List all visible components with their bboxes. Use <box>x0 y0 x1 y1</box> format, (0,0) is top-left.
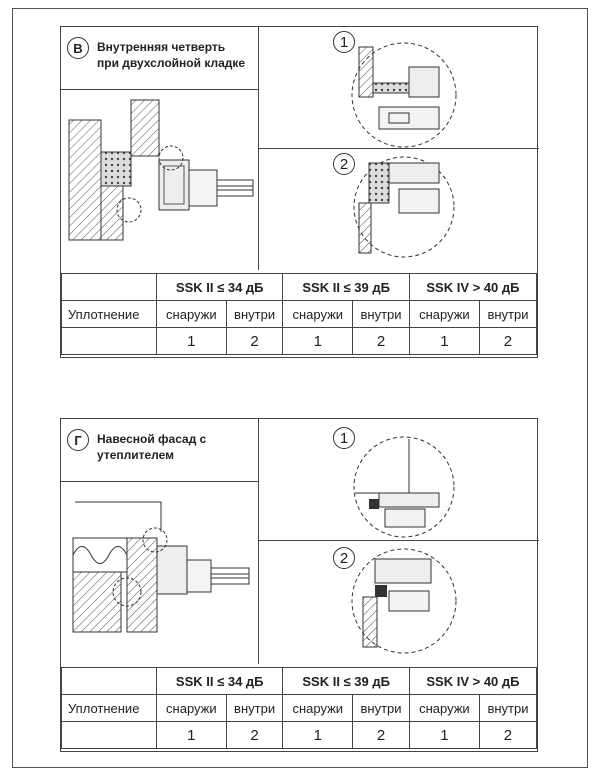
section-g-title-cell <box>61 419 259 482</box>
table-position-cell: снаружи <box>283 695 353 722</box>
table-variant-cell: 2 <box>226 722 283 749</box>
table-variant-cell: 1 <box>283 722 353 749</box>
detail-1-drawing <box>259 419 538 540</box>
table-variant-cell: 1 <box>409 722 479 749</box>
table-row-label: Уплотнение <box>62 301 157 328</box>
masonry-window-section-drawing <box>61 90 258 270</box>
table-variant-cell: 1 <box>409 328 479 355</box>
table-position-cell: внутри <box>226 695 283 722</box>
detail-number-badge: 2 <box>333 153 355 175</box>
section-letter-badge: Г <box>67 429 89 451</box>
detail-2-drawing <box>259 149 538 270</box>
table-row <box>62 668 537 695</box>
section-title-line2: при двухслойной кладке <box>97 56 246 70</box>
section-title-line1: Навесной фасад с <box>97 432 207 446</box>
table-empty-cell <box>62 722 157 749</box>
table-class-header: SSK II ≤ 39 дБ <box>283 274 409 301</box>
sound-insulation-table <box>61 273 537 355</box>
table-position-cell: внутри <box>479 301 536 328</box>
table-position-cell: снаружи <box>157 695 227 722</box>
table-variant-cell: 2 <box>353 328 410 355</box>
section-b-detail-1 <box>259 27 539 149</box>
detail-2-drawing <box>259 541 538 662</box>
table-class-header: SSK II ≤ 34 дБ <box>157 274 283 301</box>
section-title-line1: Внутренняя четверть <box>97 40 226 54</box>
table-position-cell: внутри <box>226 301 283 328</box>
table-row <box>62 328 537 355</box>
table-variant-cell: 2 <box>226 328 283 355</box>
table-row <box>62 274 537 301</box>
section-g-detail-2 <box>259 541 539 663</box>
table-class-header: SSK II ≤ 39 дБ <box>283 668 409 695</box>
section-b-detail-2 <box>259 149 539 270</box>
table-variant-cell: 1 <box>283 328 353 355</box>
section-b-title-cell <box>61 27 259 90</box>
section-g-detail-1 <box>259 419 539 541</box>
table-position-cell: внутри <box>479 695 536 722</box>
sound-insulation-table <box>61 667 537 749</box>
table-row-label: Уплотнение <box>62 695 157 722</box>
section-title-line2: утеплителем <box>97 448 175 462</box>
table-row <box>62 301 537 328</box>
detail-number-badge: 2 <box>333 547 355 569</box>
section-letter-badge: В <box>67 37 89 59</box>
table-row <box>62 722 537 749</box>
table-position-cell: снаружи <box>283 301 353 328</box>
detail-number-badge: 1 <box>333 31 355 53</box>
table-empty-cell <box>62 328 157 355</box>
table-variant-cell: 2 <box>353 722 410 749</box>
section-g-panel <box>60 418 538 752</box>
section-title <box>97 431 257 463</box>
table-variant-cell: 2 <box>479 722 536 749</box>
table-variant-cell: 1 <box>157 722 227 749</box>
table-position-cell: внутри <box>353 695 410 722</box>
table-position-cell: снаружи <box>157 301 227 328</box>
table-class-header: SSK IV > 40 дБ <box>409 274 536 301</box>
table-class-header: SSK IV > 40 дБ <box>409 668 536 695</box>
table-corner-cell <box>62 668 157 695</box>
table-variant-cell: 2 <box>479 328 536 355</box>
detail-1-drawing <box>259 27 538 148</box>
table-variant-cell: 1 <box>157 328 227 355</box>
table-corner-cell <box>62 274 157 301</box>
section-title <box>97 39 257 71</box>
table-position-cell: внутри <box>353 301 410 328</box>
section-b-panel <box>60 26 538 358</box>
detail-number-badge: 1 <box>333 427 355 449</box>
section-b-main-drawing <box>61 90 259 270</box>
table-class-header: SSK II ≤ 34 дБ <box>157 668 283 695</box>
facade-window-section-drawing <box>61 482 258 664</box>
table-position-cell: снаружи <box>409 301 479 328</box>
section-g-main-drawing <box>61 482 259 664</box>
table-row <box>62 695 537 722</box>
table-position-cell: снаружи <box>409 695 479 722</box>
